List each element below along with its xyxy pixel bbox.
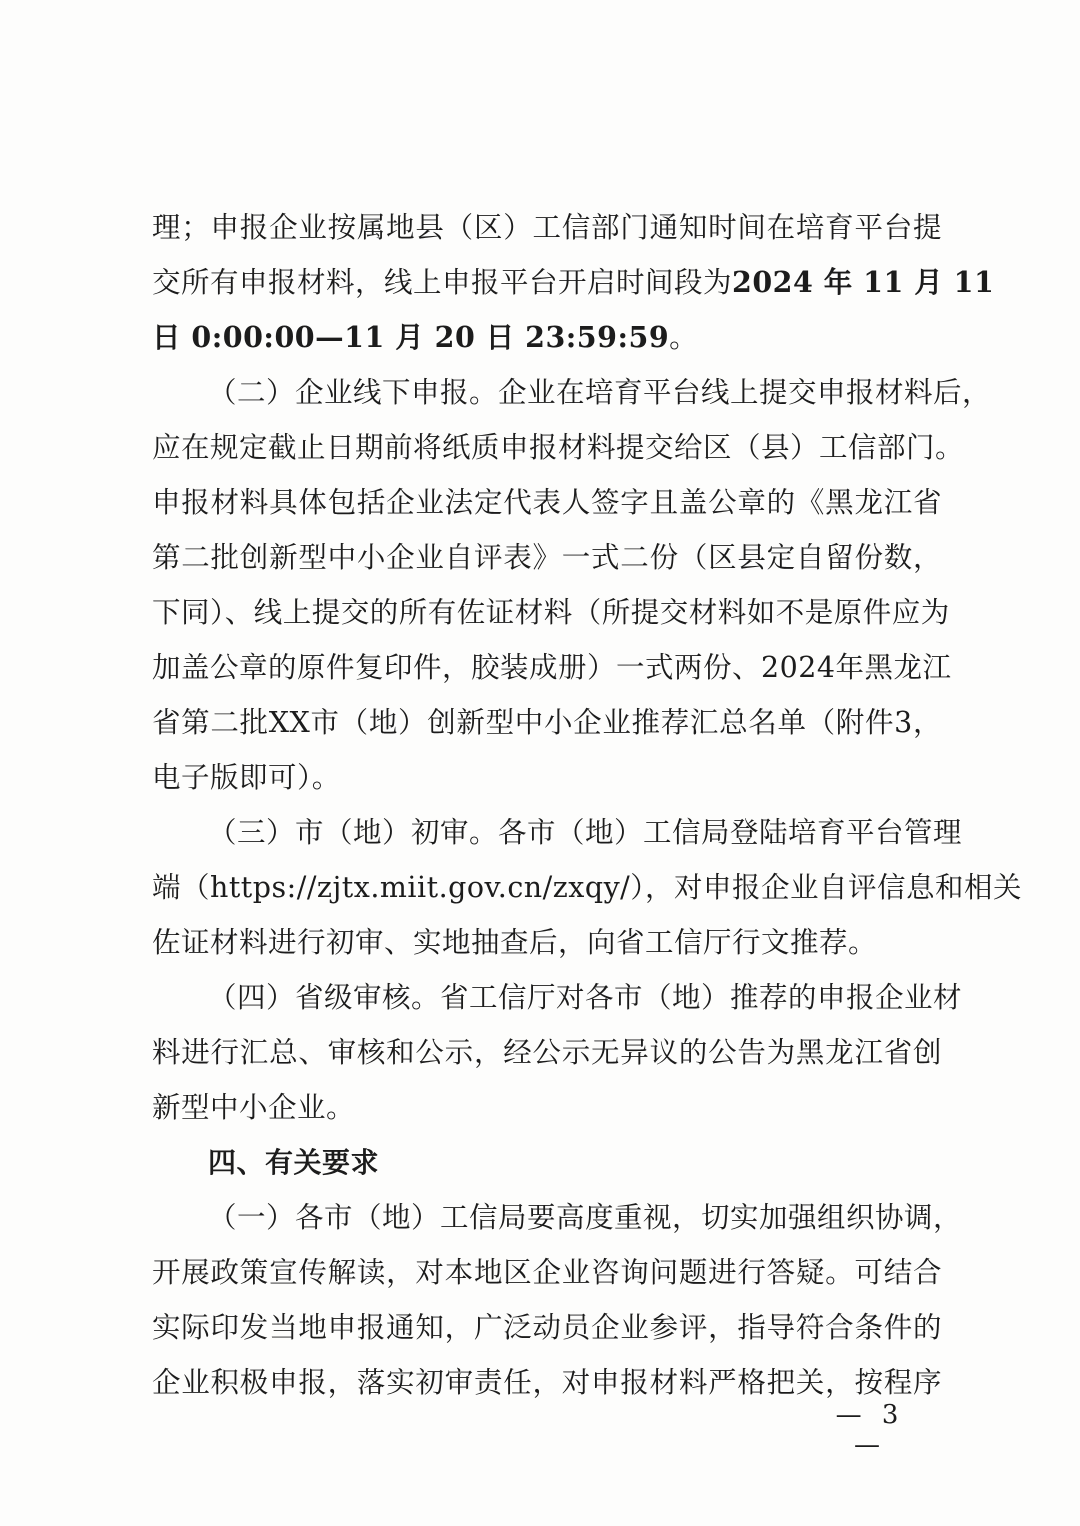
text-line: 交所有申报材料，线上申报平台开启时间段为2024 年 11 月 11	[152, 265, 995, 299]
text-line: 新型中小企业。	[152, 1091, 356, 1124]
text-line: 实际印发当地申报通知，广泛动员企业参评，指导符合条件的	[152, 1311, 942, 1344]
text-line: 下同）、线上提交的所有佐证材料（所提交材料如不是原件应为	[152, 596, 950, 629]
text-line: 开展政策宣传解读，对本地区企业咨询问题进行答疑。可结合	[152, 1256, 942, 1289]
text-line: 理；申报企业按属地县（区）工信部门通知时间在培育平台提	[152, 211, 942, 244]
text-line: 第二批创新型中小企业自评表》一式二份（区县定自留份数，	[152, 541, 942, 574]
paragraph-start: （一）各市（地）工信局要高度重视，切实加强组织协调，	[208, 1201, 963, 1234]
text-line: 佐证材料进行初审、实地抽查后，向省工信厅行文推荐。	[152, 926, 878, 959]
text-line: 端（https://zjtx.miit.gov.cn/zxqy/），对申报企业自评信息和相关	[152, 871, 1023, 904]
text-line: 企业积极申报，落实初审责任，对申报材料严格把关，按程序	[152, 1366, 942, 1399]
text-line: 电子版即可）。	[152, 761, 341, 794]
text-line: 申报材料具体包括企业法定代表人签字且盖公章的《黑龙江省	[152, 486, 942, 519]
paragraph-start: （二）企业线下申报。企业在培育平台线上提交申报材料后，	[208, 376, 992, 409]
text-line: 省第二批XX市（地）创新型中小企业推荐汇总名单（附件3，	[152, 706, 942, 739]
section-heading: 四、有关要求	[208, 1146, 380, 1179]
text-line: 加盖公章的原件复印件，胶装成册）一式两份、2024年黑龙江	[152, 651, 952, 684]
paragraph-start: （四）省级审核。省工信厅对各市（地）推荐的申报企业材	[208, 981, 963, 1014]
bold-date: 日 0:00:00—11 月 20 日 23:59:59	[152, 320, 670, 354]
text-line: 料进行汇总、审核和公示，经公示无异议的公告为黑龙江省创	[152, 1036, 942, 1069]
bold-date: 2024 年 11 月 11	[732, 265, 995, 299]
text-line: 日 0:00:00—11 月 20 日 23:59:59。	[152, 320, 699, 354]
paragraph-start: （三）市（地）初审。各市（地）工信局登陆培育平台管理	[208, 816, 963, 849]
page-number: — 3 —	[835, 1400, 905, 1460]
text-line: 应在规定截止日期前将纸质申报材料提交给区（县）工信部门。	[152, 431, 965, 464]
document-body	[152, 200, 1023, 1410]
